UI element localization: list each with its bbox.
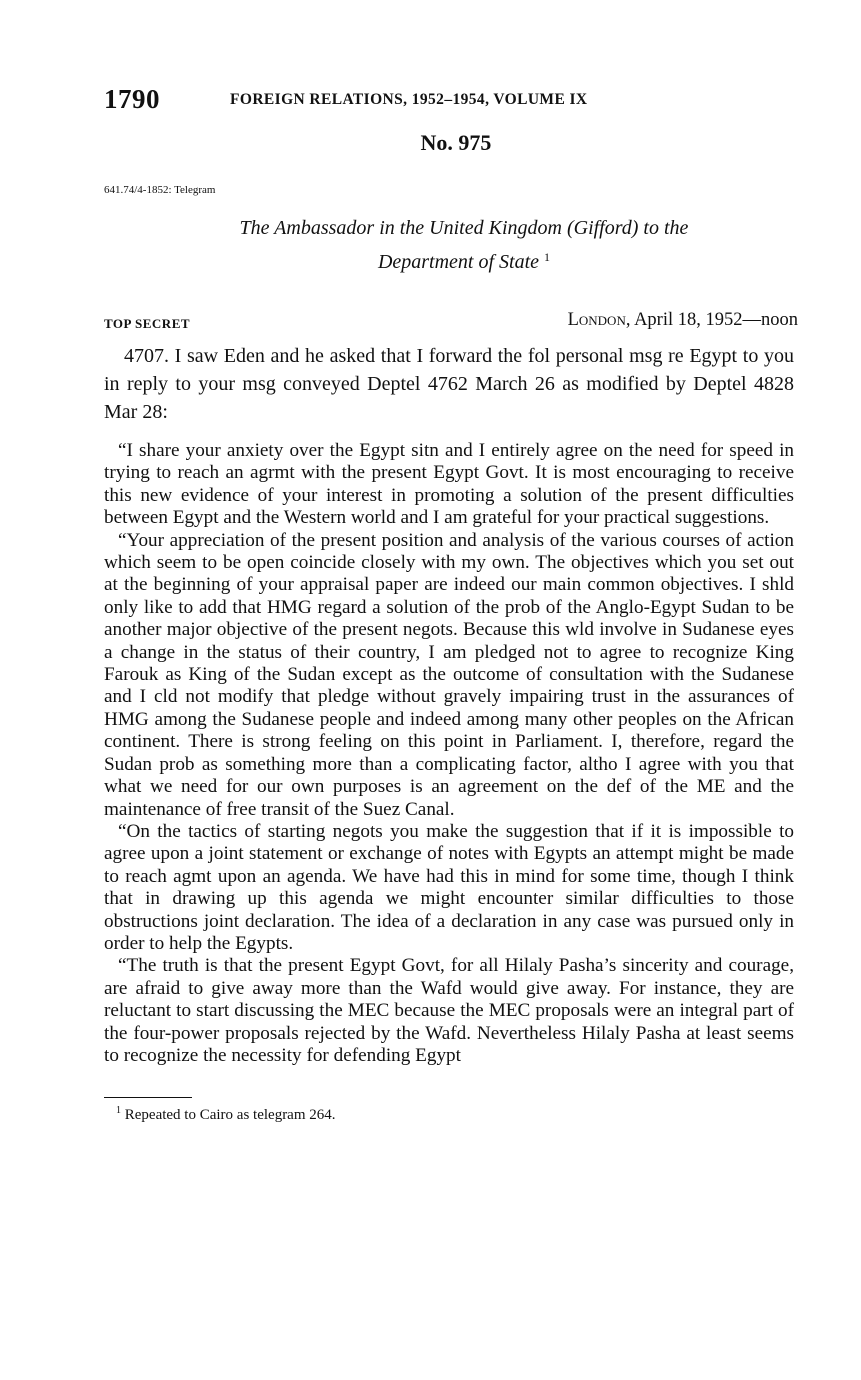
body-paragraph: “Your appreciation of the present position and analysis of the various courses of action which seem to be open coincide closely with my own. The objectives which you set out at the beginning of your appraisal paper are indeed our main common objectives. I shld only like to add that HMG regard a solution of the prob of the Anglo-Egypt Sudan to be another major objective of the present negots. Because this wld involve in Sudanese eyes a change in the status of their country, I am pledged not to agree to recognize King Farouk as King of the Sudan except as the outcome of consultation with the Sudanese and I cld not modify that pledge without gravely impairing trust in the assurances of HMG among the Sudanese people and indeed among many other peoples on the African continent. There is strong feeling on this point in Parliament. I, therefore, regard the Sudan prob as something more than a complicating factor, altho I agree with you that what we need for our own purposes is an agreement on the def of the ME and the maintenance of free transit of the Suez Canal. (104, 529, 794, 820)
intro-paragraph: 4707. I saw Eden and he asked that I forward the fol personal msg re Egypt to you in reply to your msg conveyed Deptel 4762 March 26 as modified by Deptel 4828 Mar 28: (104, 345, 794, 423)
date: , April 18, 1952—noon (625, 310, 798, 330)
footnote-divider (104, 1097, 192, 1098)
body-paragraph: “On the tactics of starting negots you make the suggestion that if it is impossible to agree upon a joint statement or exchange of notes with Egypts an attempt might be made to reach agmt upon an agenda. We have had this in mind for some time, though I think that in drawing up this agenda we might encounter similar difficulties to those obstructions joint declaration. The idea of a declaration in any case was pursued only in order to help the Egypts. (104, 820, 794, 954)
place-date (568, 310, 798, 331)
title-line-2: Department of State $^1$ (377, 250, 551, 273)
page-number: 1790 (104, 84, 160, 114)
classification-label: TOP SECRET (104, 316, 191, 331)
place: London (567, 310, 626, 330)
footnote-text: Repeated to Cairo as telegram 264. (121, 1107, 336, 1124)
document-title (104, 214, 794, 277)
page-content (104, 84, 798, 1124)
body-paragraph: “The truth is that the present Egypt Govt, for all Hilaly Pasha’s sincerity and courage, are afraid to give away more than the Wafd would give away. For instance, they are reluctant to start discussing the MEC because the MEC proposals were an integral part of the four-power proposals rejected by the Wafd. Nevertheless Hilaly Pasha at least seems to recognize the necessity for defending Egypt (104, 955, 794, 1066)
file-reference: 641.74/4-1852: Telegram (104, 184, 216, 196)
quoted-message (104, 440, 794, 1067)
page-header (104, 84, 794, 118)
body-paragraph: “I share your anxiety over the Egypt sitn and I entirely agree on the need for speed in trying to reach an agrmt with the present Egypt Govt. It is most encouraging to receive this new evidence of your interest in promoting a solution of the present difficulties between Egypt and the Western world and I am grateful for your practical suggestions. (104, 440, 794, 529)
document-number: No. 975 (420, 130, 492, 155)
footnote-marker: 1 (544, 250, 551, 264)
running-head: FOREIGN RELATIONS, 1952–1954, VOLUME IX (230, 91, 588, 108)
footnote-number: 1 (116, 1105, 121, 1117)
title-line-1: The Ambassador in the United Kingdom (Gifford) to the (239, 217, 689, 239)
footnote (104, 1105, 794, 1124)
dateline (104, 310, 798, 334)
